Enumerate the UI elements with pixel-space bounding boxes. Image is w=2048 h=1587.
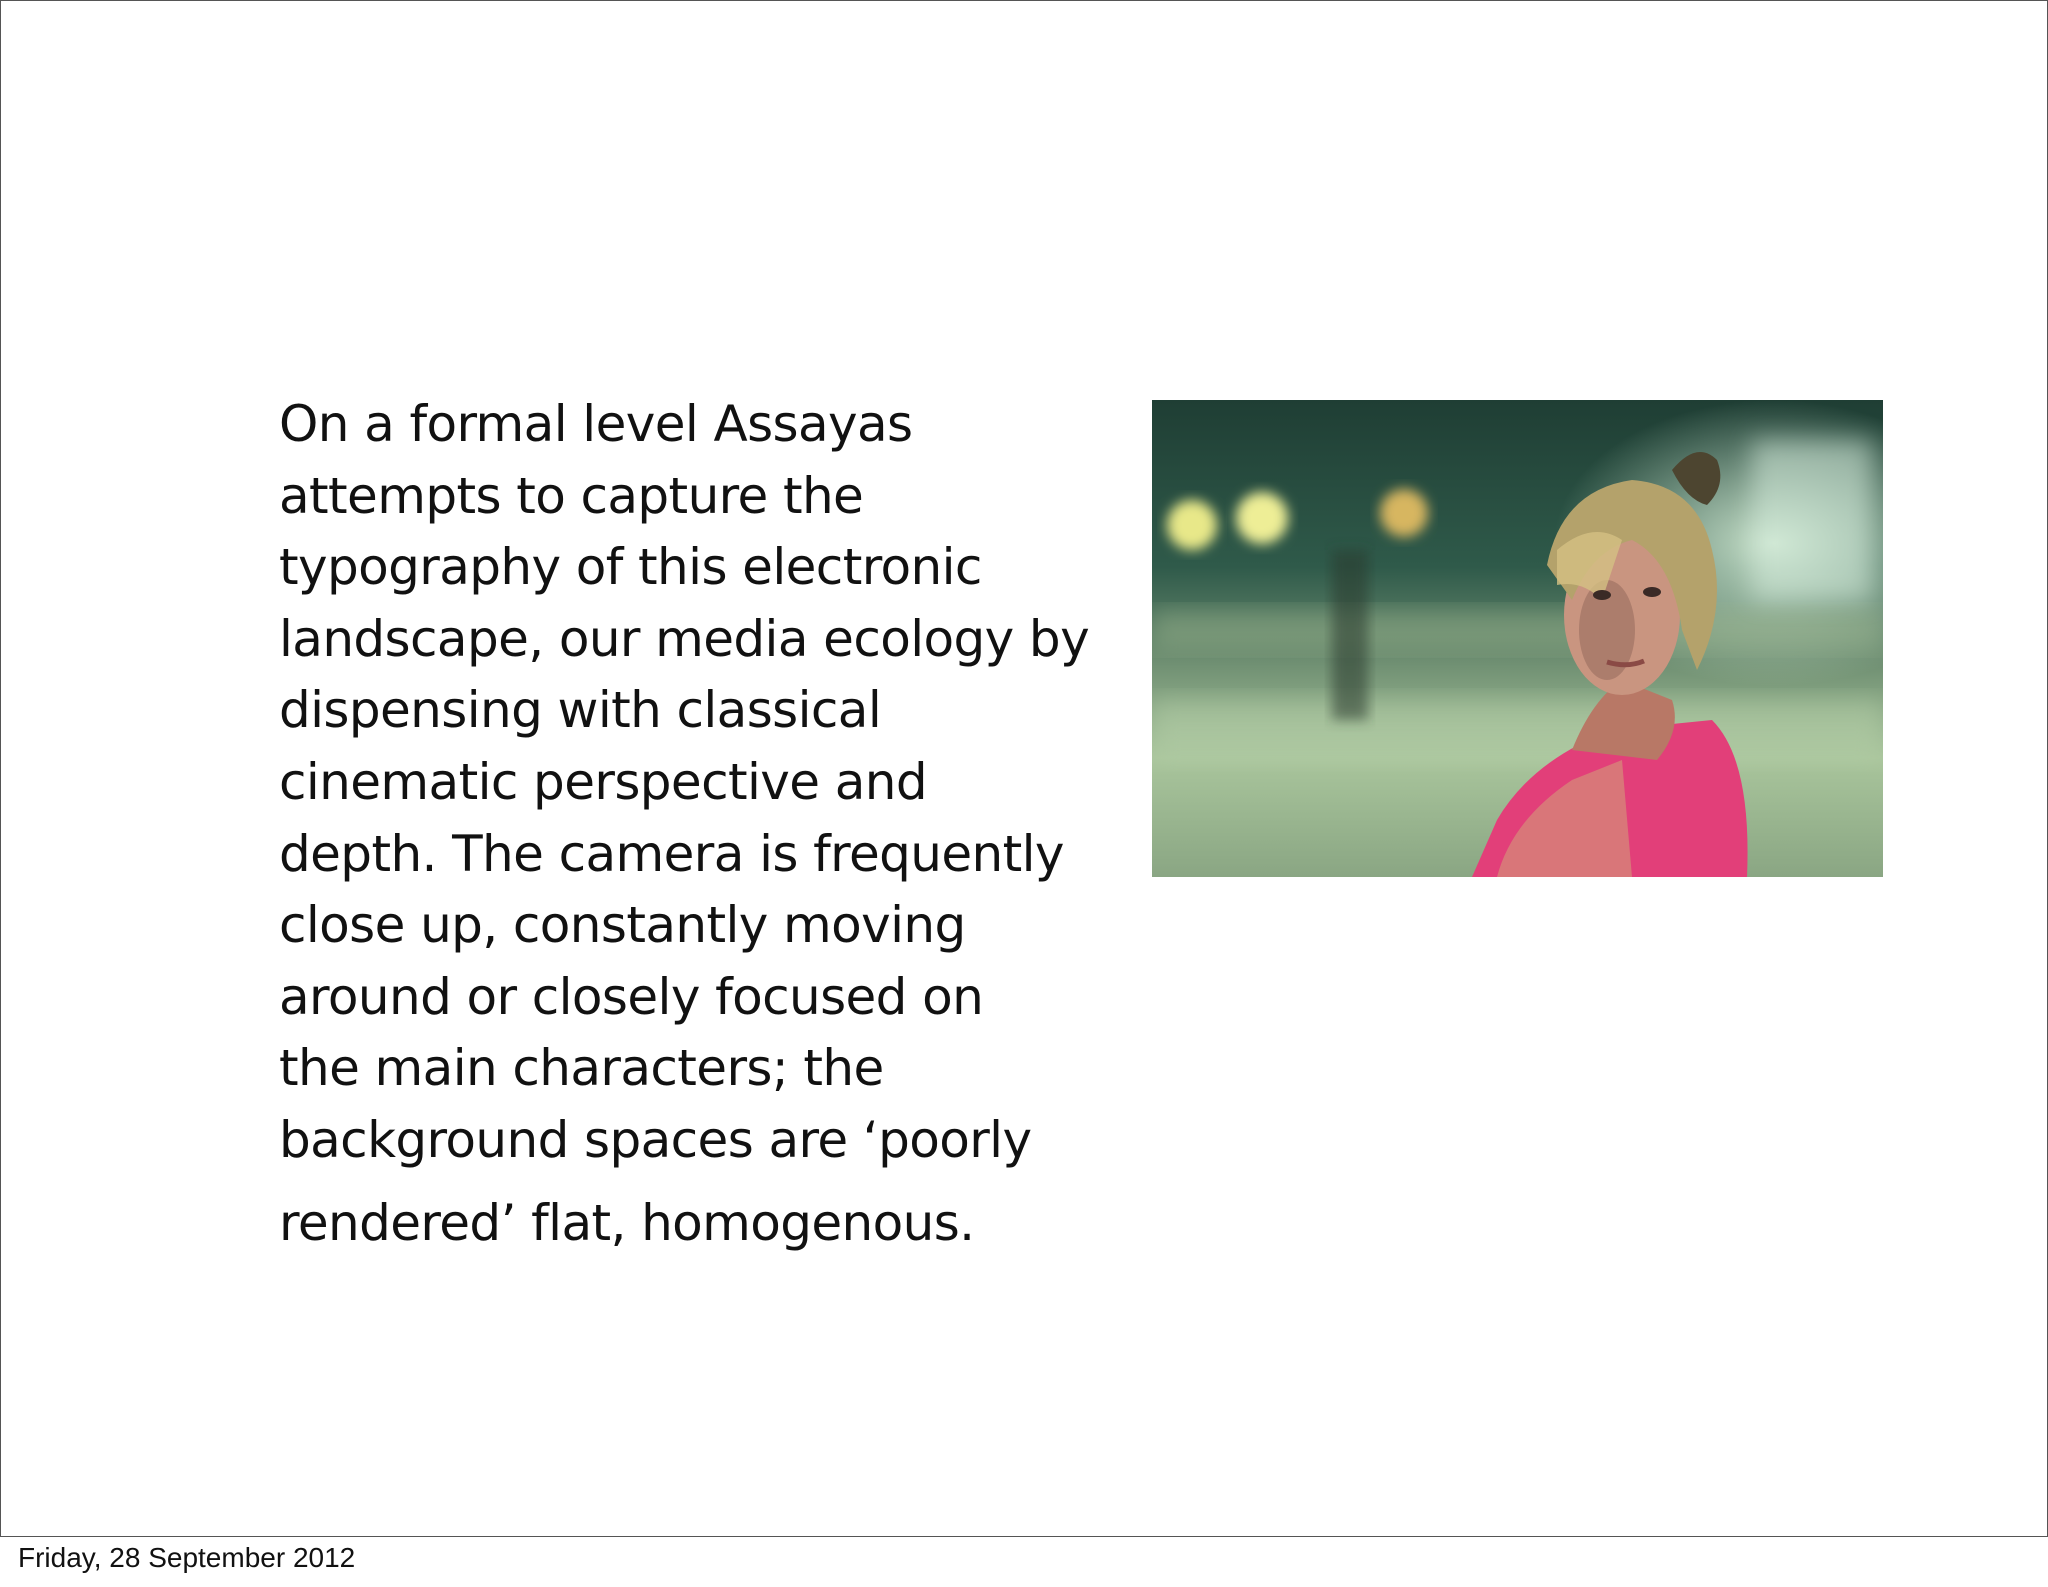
body-text-line: around or closely focused on bbox=[279, 967, 984, 1026]
body-text-line: typography of this electronic bbox=[279, 538, 982, 597]
body-text-line: cinematic perspective and bbox=[279, 752, 927, 811]
slide-body-text bbox=[279, 389, 1119, 1259]
footer-date: Friday, 28 September 2012 bbox=[18, 1542, 356, 1573]
body-text-line: attempts to capture the bbox=[279, 466, 864, 525]
body-text-line: landscape, our media ecology by bbox=[279, 609, 1090, 668]
film-still-photo bbox=[1152, 400, 1883, 877]
film-still-illustration bbox=[1152, 400, 1883, 877]
body-text-line: background spaces are ‘poorly bbox=[279, 1110, 1032, 1169]
body-text-line: the main characters; the bbox=[279, 1039, 884, 1098]
body-text-line: close up, constantly moving bbox=[279, 896, 966, 955]
body-text-line: dispensing with classical bbox=[279, 681, 882, 740]
body-text-line: On a formal level Assayas bbox=[279, 395, 913, 453]
body-text-line: depth. The camera is frequently bbox=[279, 824, 1064, 883]
body-text-line: rendered’ flat, homogenous. bbox=[279, 1193, 975, 1252]
